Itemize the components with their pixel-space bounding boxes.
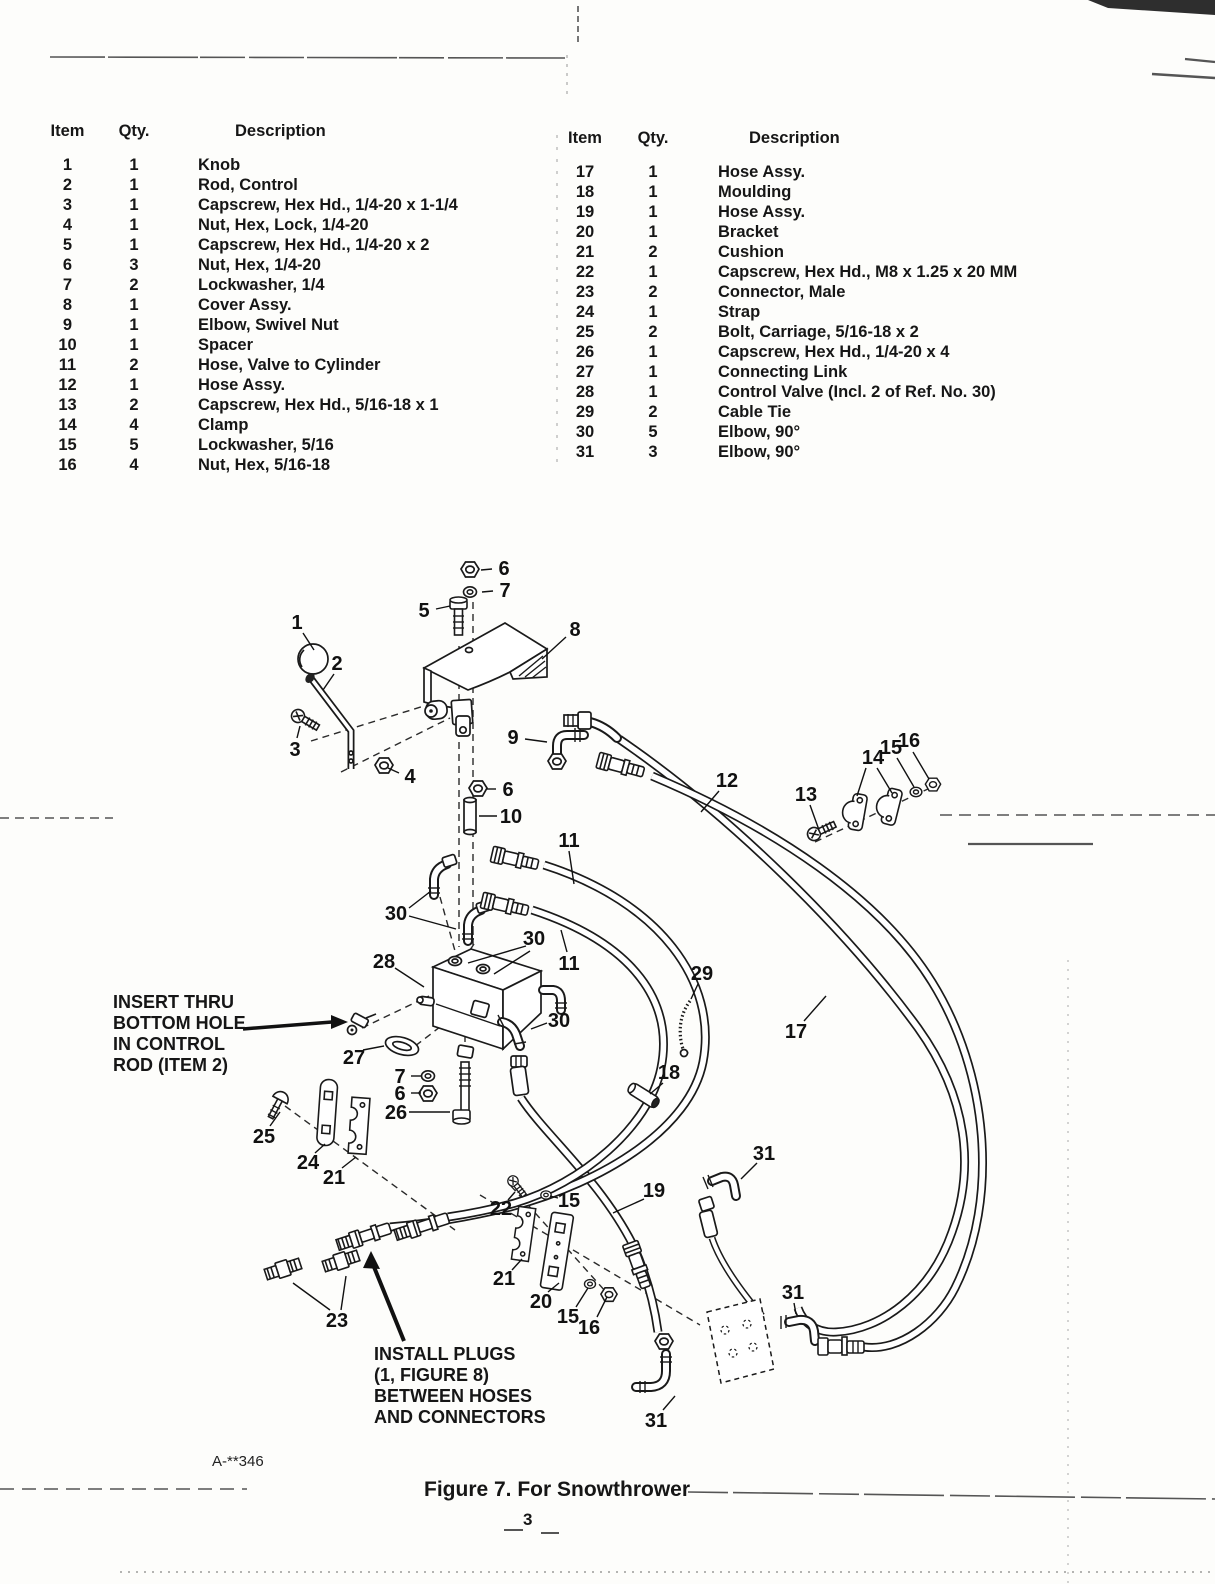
leader-line [395, 968, 424, 987]
hex-nut-6-top [461, 562, 479, 577]
leader-line [913, 752, 929, 779]
callout-label: 13 [794, 784, 818, 806]
cell-item: 18 [575, 183, 595, 201]
cell-description: Bracket [718, 223, 779, 241]
strap-24-part [316, 1079, 338, 1146]
leader-line [741, 1163, 757, 1179]
cell-description: Connecting Link [718, 363, 848, 381]
leader-line [409, 916, 456, 929]
callout-labels [253, 558, 920, 1432]
callout-label: 20 [529, 1291, 553, 1313]
callout-label: 31 [781, 1282, 805, 1304]
cell-description: Nut, Hex, 1/4-20 [198, 256, 321, 274]
insert-note-line: ROD (ITEM 2) [113, 1055, 228, 1075]
elbow-30a [428, 854, 457, 895]
cell-qty: 1 [648, 203, 658, 221]
install-note-line: INSTALL PLUGS [374, 1344, 516, 1364]
corner-mark [1088, 0, 1215, 15]
callout-label: 23 [325, 1310, 349, 1332]
cell-description: Moulding [718, 183, 792, 201]
table-row [40, 435, 545, 455]
hose-11-lower-end-coupler [393, 1210, 450, 1242]
page-number: 3 [523, 1510, 533, 1529]
callout-leader-lines [270, 569, 929, 1410]
cell-item: 30 [575, 423, 595, 441]
callout-label: 4 [404, 766, 416, 788]
callout-label: 6 [394, 1083, 406, 1105]
table-row [40, 335, 545, 355]
cell-description: Lockwasher, 5/16 [198, 436, 334, 454]
cell-qty: 1 [648, 223, 658, 241]
cell-description: Elbow, 90° [718, 423, 801, 441]
parts-table-left [40, 120, 545, 475]
table-row [555, 282, 1115, 302]
cell-qty: 2 [129, 356, 139, 374]
install-note-arrow [363, 1251, 404, 1341]
hose-11-upper-coupler [490, 846, 539, 872]
hose-19-start-coupler [510, 1056, 529, 1096]
cell-item: 17 [575, 163, 595, 181]
table-row [40, 455, 545, 475]
callout-label: 3 [289, 739, 301, 761]
callout-label: 7 [499, 580, 511, 602]
cell-description: Hose, Valve to Cylinder [198, 356, 381, 374]
cell-description: Capscrew, Hex Hd., M8 x 1.25 x 20 MM [718, 263, 1018, 281]
cell-qty: 4 [129, 416, 139, 434]
leader-line [597, 1297, 607, 1317]
cell-item: 10 [58, 336, 77, 354]
leader-line [804, 996, 826, 1021]
parts-table-right [555, 127, 1115, 462]
cell-qty: 1 [129, 376, 139, 394]
table-row [555, 382, 1115, 402]
col-header-description: Description [749, 129, 840, 147]
leader-line [810, 805, 819, 830]
callout-label: 7 [394, 1066, 406, 1088]
table-row [555, 302, 1115, 322]
capscrew-5 [450, 597, 467, 635]
table-row [555, 322, 1115, 342]
cell-item: 7 [62, 276, 73, 294]
cell-qty: 1 [129, 196, 139, 214]
insert-note-line: BOTTOM HOLE [113, 1013, 246, 1033]
leader-line [857, 768, 866, 796]
cell-item: 24 [575, 303, 595, 321]
cell-item: 26 [575, 343, 595, 361]
cell-description: Nut, Hex, Lock, 1/4-20 [198, 216, 369, 234]
cell-item: 4 [62, 216, 73, 234]
hinge-block [451, 699, 473, 736]
callout-label: 12 [715, 770, 739, 792]
callout-label: 27 [342, 1047, 366, 1069]
table-row [40, 275, 545, 295]
install-note-line: AND CONNECTORS [374, 1407, 546, 1427]
callout-label: 19 [642, 1180, 666, 1202]
lockwasher-7b [422, 1071, 435, 1081]
leader-line [561, 930, 567, 952]
table-row [40, 295, 545, 315]
table-row [40, 235, 545, 255]
install-note-line: (1, FIGURE 8) [374, 1365, 490, 1385]
cell-qty: 3 [648, 443, 658, 461]
cell-description: Hose Assy. [718, 163, 806, 181]
cell-qty: 2 [129, 396, 139, 414]
table-row [555, 422, 1115, 442]
table-row [40, 195, 545, 215]
cell-description: Elbow, 90° [718, 443, 801, 461]
table-row [555, 162, 1115, 182]
cell-description: Capscrew, Hex Hd., 1/4-20 x 4 [718, 343, 950, 361]
leader-line [531, 1023, 547, 1029]
cell-description: Strap [718, 303, 761, 321]
elbow-9-part [548, 728, 584, 769]
callout-label: 24 [296, 1152, 320, 1174]
clamp-14a [840, 792, 868, 831]
cell-qty: 2 [129, 276, 139, 294]
cell-description: Capscrew, Hex Hd., 1/4-20 x 1-1/4 [198, 196, 458, 214]
valve-left-stub [417, 996, 434, 1006]
cushion-21b [511, 1206, 535, 1261]
leader-line [663, 1396, 675, 1410]
cell-item: 22 [575, 263, 595, 281]
table-row [555, 202, 1115, 222]
col-header-item: Item [50, 122, 85, 140]
callout-label: 6 [498, 558, 510, 580]
install-note [374, 1344, 546, 1428]
cell-description: Control Valve (Incl. 2 of Ref. No. 30) [718, 383, 996, 401]
leader-line [481, 569, 492, 570]
cell-qty: 1 [129, 156, 139, 174]
cell-item: 1 [62, 156, 73, 174]
table-row [40, 155, 545, 175]
callout-label: 15 [879, 737, 903, 759]
cell-item: 21 [575, 243, 595, 261]
callout-label: 29 [690, 963, 714, 985]
cell-qty: 1 [648, 363, 658, 381]
capscrew-13 [805, 818, 837, 842]
table-row [40, 375, 545, 395]
leader-line [409, 891, 431, 908]
leader-line [293, 1283, 330, 1310]
table-row [40, 175, 545, 195]
hex-nut-6-mid [469, 781, 487, 796]
callout-label: 22 [489, 1198, 513, 1220]
cell-description: Lockwasher, 1/4 [198, 276, 325, 294]
insert-note-line: INSERT THRU [113, 992, 234, 1012]
leader-line [794, 1303, 796, 1314]
cell-item: 31 [575, 443, 595, 461]
cell-description: Connector, Male [718, 283, 846, 301]
cell-qty: 3 [129, 256, 139, 274]
cell-item: 11 [58, 356, 77, 374]
clamp-14b [873, 786, 903, 826]
callout-label: 28 [372, 951, 396, 973]
cell-description: Cover Assy. [198, 296, 292, 314]
valve-right-elbow-30 [543, 990, 567, 1010]
cell-qty: 1 [648, 303, 658, 321]
hinge-cylinder [425, 700, 448, 720]
cell-qty: 5 [129, 436, 139, 454]
hose-19-end-nut [655, 1334, 673, 1349]
cell-description: Hose Assy. [198, 376, 286, 394]
callout-label: 14 [861, 747, 885, 769]
cell-item: 2 [62, 176, 73, 194]
cell-item: 28 [575, 383, 595, 401]
male-connector-23a [263, 1256, 302, 1282]
callout-label: 31 [644, 1410, 668, 1432]
hex-nut-6c [419, 1086, 437, 1101]
elbow-31c [636, 1354, 672, 1393]
leader-line [436, 606, 450, 609]
table-row [555, 262, 1115, 282]
cushion-21a [348, 1097, 370, 1154]
callout-label: 15 [557, 1190, 581, 1212]
lockwasher-15b [541, 1191, 551, 1199]
cell-item: 14 [58, 416, 77, 434]
table-row [40, 415, 545, 435]
cell-qty: 1 [129, 176, 139, 194]
cell-description: Hose Assy. [718, 203, 806, 221]
table-row [40, 315, 545, 335]
cell-qty: 4 [129, 456, 139, 474]
cell-item: 19 [575, 203, 595, 221]
table-row [555, 442, 1115, 462]
cell-item: 20 [575, 223, 595, 241]
cell-qty: 1 [129, 216, 139, 234]
elbow-31b [781, 1315, 815, 1341]
hex-nut-16a [925, 778, 940, 791]
cell-qty: 2 [648, 283, 658, 301]
cell-qty: 1 [648, 383, 658, 401]
cell-item: 6 [62, 256, 73, 274]
table-row [40, 255, 545, 275]
table-row [555, 222, 1115, 242]
cell-item: 27 [575, 363, 595, 381]
cell-qty: 1 [648, 263, 658, 281]
callout-label: 2 [331, 653, 343, 675]
manifold-block [707, 1299, 774, 1383]
figure-artifact-code: A-**346 [212, 1453, 264, 1470]
col-header-qty: Qty. [118, 122, 150, 140]
leader-line [363, 1046, 384, 1050]
cover-assy-part [424, 623, 547, 736]
spacer-10-part [464, 798, 476, 835]
cell-qty: 1 [648, 183, 658, 201]
leader-line [525, 739, 547, 742]
callout-label: 9 [507, 727, 519, 749]
cell-qty: 1 [648, 163, 658, 181]
leader-line [482, 591, 493, 592]
cell-description: Spacer [198, 336, 254, 354]
cell-item: 5 [62, 236, 73, 254]
callout-label: 11 [558, 953, 580, 975]
callout-label: 5 [418, 600, 430, 622]
cell-item: 3 [62, 196, 73, 214]
leader-line [323, 674, 334, 690]
cell-item: 9 [62, 316, 73, 334]
callout-label: 1 [291, 612, 303, 634]
callout-label: 8 [569, 619, 581, 641]
cell-description: Cable Tie [718, 403, 792, 421]
capscrew-22 [506, 1174, 529, 1199]
cell-description: Cushion [718, 243, 784, 261]
cell-description: Rod, Control [198, 176, 298, 194]
cell-item: 15 [58, 436, 77, 454]
callout-label: 10 [499, 806, 523, 828]
cell-item: 13 [58, 396, 77, 414]
table-row [555, 182, 1115, 202]
install-note-line: BETWEEN HOSES [374, 1386, 533, 1406]
callout-label: 17 [784, 1021, 808, 1043]
leader-line [341, 1276, 346, 1310]
leader-line [877, 768, 892, 793]
cell-item: 23 [575, 283, 595, 301]
hex-nut-16b [601, 1288, 617, 1302]
cell-description: Capscrew, Hex Hd., 1/4-20 x 2 [198, 236, 430, 254]
cell-qty: 1 [129, 316, 139, 334]
callout-label: 18 [657, 1062, 681, 1084]
callout-label: 26 [384, 1102, 408, 1124]
cell-qty: 1 [129, 336, 139, 354]
hex-nut-4 [375, 758, 393, 773]
callout-label: 16 [577, 1317, 601, 1339]
hose-12-end-coupler [818, 1337, 864, 1355]
callout-label: 6 [502, 779, 514, 801]
leader-line [576, 1288, 588, 1307]
leader-line [613, 1199, 644, 1213]
table-row [40, 215, 545, 235]
col-header-description: Description [235, 122, 326, 140]
cell-qty: 2 [648, 323, 658, 341]
cell-description: Nut, Hex, 5/16-18 [198, 456, 331, 474]
insert-note-arrow [243, 1015, 348, 1029]
capscrew-26 [453, 1062, 471, 1124]
leader-line [897, 758, 914, 787]
hose-11-lower-coupler [480, 892, 529, 918]
cell-item: 25 [575, 323, 595, 341]
cell-qty: 1 [648, 343, 658, 361]
table-header [40, 120, 545, 155]
lockwasher-7-top [464, 587, 477, 597]
table-row [555, 342, 1115, 362]
cell-item: 16 [58, 456, 77, 474]
capscrew-3 [289, 707, 321, 733]
callout-label: 30 [547, 1010, 571, 1032]
cell-qty: 1 [129, 236, 139, 254]
table-row [555, 402, 1115, 422]
table-row [555, 242, 1115, 262]
cell-qty: 5 [648, 423, 658, 441]
cell-description: Bolt, Carriage, 5/16-18 x 2 [718, 323, 919, 341]
callout-label: 25 [252, 1126, 276, 1148]
callout-label: 11 [558, 830, 580, 852]
table-header [555, 127, 1115, 162]
cell-item: 12 [58, 376, 77, 394]
male-connector-23b [321, 1248, 360, 1274]
hose-11-upper-end-coupler [335, 1220, 392, 1252]
lockwasher-15c [584, 1280, 595, 1289]
insert-note-line: IN CONTROL [113, 1034, 225, 1054]
cable-tie-29 [680, 1001, 690, 1057]
elbow-31a [698, 1175, 736, 1238]
col-header-item: Item [568, 129, 602, 147]
callout-label: 21 [322, 1167, 346, 1189]
col-header-qty: Qty. [637, 129, 669, 147]
cell-description: Knob [198, 156, 241, 174]
figure-caption: Figure 7. For Snowthrower [424, 1478, 691, 1501]
cell-item: 8 [62, 296, 73, 314]
table-row [555, 362, 1115, 382]
cell-description: Elbow, Swivel Nut [198, 316, 339, 334]
cell-description: Capscrew, Hex Hd., 5/16-18 x 1 [198, 396, 439, 414]
insert-note [113, 992, 246, 1076]
cell-qty: 1 [129, 296, 139, 314]
control-valve-part [417, 949, 567, 1058]
callout-label: 16 [897, 730, 921, 752]
link-pin [348, 1013, 377, 1035]
cell-description: Clamp [198, 416, 249, 434]
callout-label: 30 [384, 903, 408, 925]
callout-label: 21 [492, 1268, 516, 1290]
cell-qty: 2 [648, 403, 658, 421]
leader-line [297, 726, 300, 738]
callout-label: 15 [556, 1306, 580, 1328]
cell-item: 29 [575, 403, 595, 421]
callout-label: 30 [522, 928, 546, 950]
table-row [40, 355, 545, 375]
table-row [40, 395, 545, 415]
lockwasher-15a [910, 787, 922, 796]
cell-qty: 2 [648, 243, 658, 261]
callout-label: 31 [752, 1143, 776, 1165]
valve-bottom-port [470, 1000, 489, 1018]
